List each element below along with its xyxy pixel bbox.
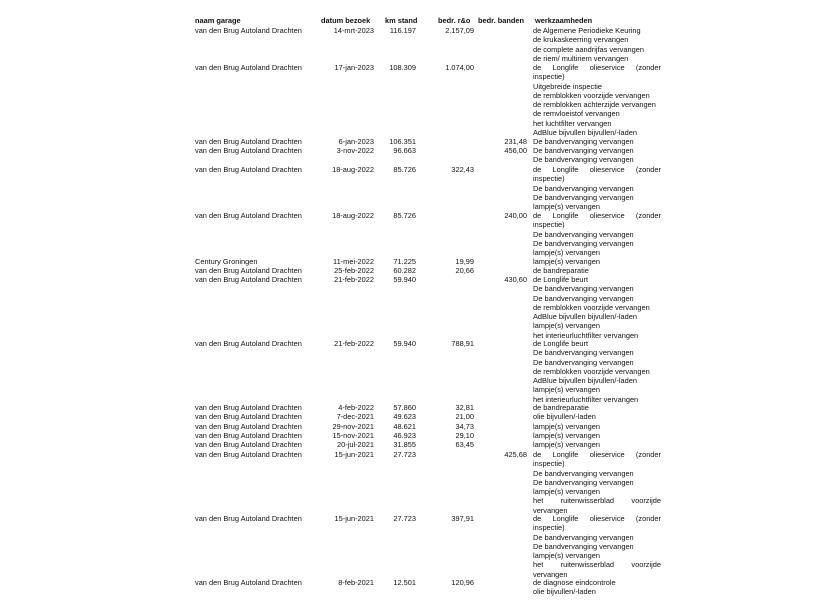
work-list — [533, 431, 661, 440]
work-item: de bandreparatie — [533, 266, 589, 275]
km-reading: 46.923 — [393, 431, 416, 440]
work-item: de Longlife beurt — [533, 275, 589, 284]
km-reading: 85.726 — [393, 165, 416, 174]
visit-date: 6-jan-2023 — [338, 137, 374, 146]
amount-ro: 788,91 — [451, 339, 474, 348]
amount-ro: 21,00 — [455, 412, 474, 421]
amount-ro: 120,96 — [451, 578, 474, 587]
work-item: lampje(s) vervangen — [533, 385, 600, 395]
amount-ro: 2.157,09 — [445, 26, 474, 35]
work-item: de remvloeistof vervangen — [533, 109, 620, 119]
amount-tyres: 231,48 — [504, 137, 527, 146]
garage-name: van den Brug Autoland Drachten — [195, 63, 302, 72]
garage-name: van den Brug Autoland Drachten — [195, 578, 302, 587]
amount-ro: 29,10 — [455, 431, 474, 440]
table-row — [0, 26, 821, 63]
garage-name: van den Brug Autoland Drachten — [195, 403, 302, 412]
table-row — [0, 275, 821, 340]
work-item: lampje(s) vervangen — [533, 202, 600, 212]
work-item: het ruitenwisserblad voorzijde — [533, 560, 661, 570]
work-item: het ruitenwisserblad voorzijde — [533, 496, 661, 506]
table-row — [0, 63, 821, 137]
amount-tyres: 240,00 — [504, 211, 527, 220]
work-item: lampje(s) vervangen — [533, 422, 600, 431]
km-reading: 49.623 — [393, 412, 416, 421]
work-item: lampje(s) vervangen — [533, 551, 600, 561]
work-item: De bandvervanging vervangen — [533, 155, 634, 165]
work-item: de Longlife beurt — [533, 339, 589, 348]
km-reading: 27.723 — [393, 450, 416, 459]
work-item: inspectie) — [533, 220, 565, 230]
amount-ro: 34,73 — [455, 422, 474, 431]
km-reading: 12.501 — [393, 578, 416, 587]
work-list — [533, 63, 661, 137]
work-item: lampje(s) vervangen — [533, 248, 600, 258]
work-item: De bandvervanging vervangen — [533, 468, 634, 478]
work-item: inspectie) — [533, 174, 565, 184]
work-item: AdBlue bijvullen bijvullen/-laden — [533, 128, 637, 138]
work-list — [533, 450, 661, 515]
header-work: werkzaamheden — [535, 16, 593, 25]
work-list — [533, 137, 661, 146]
work-list — [533, 275, 661, 340]
visit-date: 7-dec-2021 — [336, 412, 374, 421]
header-km: km stand — [385, 16, 418, 25]
garage-name: van den Brug Autoland Drachten — [195, 137, 302, 146]
header-garage: naam garage — [195, 16, 241, 25]
table-row — [0, 257, 821, 266]
visit-date: 8-feb-2021 — [338, 578, 374, 587]
amount-ro: 322,43 — [451, 165, 474, 174]
table-row — [0, 266, 821, 275]
work-item: inspectie) — [533, 459, 565, 469]
work-item: De bandvervanging vervangen — [533, 357, 634, 367]
km-reading: 96.663 — [393, 146, 416, 155]
amount-ro: 20,66 — [455, 266, 474, 275]
garage-name: van den Brug Autoland Drachten — [195, 440, 302, 449]
table-row — [0, 412, 821, 421]
work-item: De bandvervanging vervangen — [533, 229, 634, 239]
garage-name: van den Brug Autoland Drachten — [195, 450, 302, 459]
amount-ro: 63,45 — [455, 440, 474, 449]
work-item: De bandvervanging vervangen — [533, 293, 634, 303]
work-item: lampje(s) vervangen — [533, 257, 600, 266]
garage-name: van den Brug Autoland Drachten — [195, 431, 302, 440]
work-item: De bandvervanging vervangen — [533, 137, 634, 146]
visit-date: 11-mei-2022 — [333, 257, 374, 266]
work-item: lampje(s) vervangen — [533, 321, 600, 331]
visit-date: 14-mrt-2023 — [333, 26, 374, 35]
table-row — [0, 403, 821, 412]
km-reading: 71.225 — [393, 257, 416, 266]
table-row — [0, 450, 821, 515]
visit-date: 18-aug-2022 — [332, 165, 374, 174]
km-reading: 31.855 — [393, 440, 416, 449]
work-item: het interieurluchtfilter vervangen — [533, 330, 639, 340]
garage-name: van den Brug Autoland Drachten — [195, 339, 302, 348]
work-list — [533, 412, 661, 421]
km-reading: 85.726 — [393, 211, 416, 220]
garage-name: van den Brug Autoland Drachten — [195, 165, 302, 174]
amount-ro: 397,91 — [451, 514, 474, 523]
visit-date: 3-nov-2022 — [336, 146, 374, 155]
work-list — [533, 422, 661, 431]
table-row — [0, 422, 821, 431]
work-item: olie bijvullen/-laden — [533, 587, 596, 597]
work-item: olie bijvullen/-laden — [533, 412, 596, 421]
work-list — [533, 339, 661, 404]
visit-date: 21-feb-2022 — [334, 339, 374, 348]
work-list — [533, 257, 661, 266]
work-item: de remblokken voorzijde vervangen — [533, 366, 650, 376]
work-item: AdBlue bijvullen bijvullen/-laden — [533, 376, 637, 386]
work-item: vervangen — [533, 569, 568, 579]
work-item: de remblokken voorzijde vervangen — [533, 90, 650, 100]
visit-date: 18-aug-2022 — [332, 211, 374, 220]
garage-name: Century Groningen — [195, 257, 258, 266]
work-item: De bandvervanging vervangen — [533, 284, 634, 294]
visit-date: 15-jun-2021 — [334, 514, 374, 523]
visit-date: 29-nov-2021 — [332, 422, 374, 431]
work-item: inspectie) — [533, 72, 565, 82]
amount-ro: 1.074,00 — [445, 63, 474, 72]
work-item: de krukaskeerring vervangen — [533, 35, 629, 45]
garage-name: van den Brug Autoland Drachten — [195, 146, 302, 155]
km-reading: 116.197 — [389, 26, 416, 35]
table-row — [0, 165, 821, 212]
work-item: De bandvervanging vervangen — [533, 477, 634, 487]
km-reading: 59.940 — [393, 275, 416, 284]
work-list — [533, 578, 661, 597]
work-list — [533, 26, 661, 63]
table-row — [0, 146, 821, 165]
work-list — [533, 211, 661, 257]
work-item: Uitgebreide inspectie — [533, 81, 603, 91]
km-reading: 108.309 — [389, 63, 416, 72]
garage-name: van den Brug Autoland Drachten — [195, 422, 302, 431]
garage-name: van den Brug Autoland Drachten — [195, 412, 302, 421]
garage-name: van den Brug Autoland Drachten — [195, 266, 302, 275]
work-item: de Longlife olieservice (zonder — [533, 514, 661, 523]
amount-ro: 32,81 — [455, 403, 474, 412]
work-item: AdBlue bijvullen bijvullen/-laden — [533, 312, 637, 322]
work-item: lampje(s) vervangen — [533, 440, 600, 449]
header-tyres: bedr. banden — [478, 16, 524, 25]
visit-date: 15-jun-2021 — [334, 450, 374, 459]
work-list — [533, 146, 661, 165]
amount-tyres: 425,68 — [504, 450, 527, 459]
visit-date: 25-feb-2022 — [334, 266, 374, 275]
amount-tyres: 430,60 — [504, 275, 527, 284]
table-row — [0, 440, 821, 449]
work-item: de Algemene Periodieke Keuring — [533, 26, 641, 35]
km-reading: 48.621 — [393, 422, 416, 431]
garage-name: van den Brug Autoland Drachten — [195, 275, 302, 284]
table-row — [0, 431, 821, 440]
work-item: het luchtfilter vervangen — [533, 118, 612, 128]
amount-ro: 19,99 — [455, 257, 474, 266]
work-item: lampje(s) vervangen — [533, 487, 600, 497]
visit-date: 15-nov-2021 — [332, 431, 374, 440]
km-reading: 27.723 — [393, 514, 416, 523]
table-row — [0, 137, 821, 146]
visit-date: 21-feb-2022 — [334, 275, 374, 284]
work-item: de complete aandrijfas vervangen — [533, 44, 644, 54]
work-item: De bandvervanging vervangen — [533, 192, 634, 202]
km-reading: 106.351 — [389, 137, 416, 146]
header-date: datum bezoek — [321, 16, 371, 25]
visit-date: 17-jan-2023 — [334, 63, 374, 72]
work-item: De bandvervanging vervangen — [533, 348, 634, 358]
header-ro: bedr. r&o — [438, 16, 471, 25]
work-item: De bandvervanging vervangen — [533, 238, 634, 248]
work-item: De bandvervanging vervangen — [533, 146, 634, 155]
garage-name: van den Brug Autoland Drachten — [195, 514, 302, 523]
work-item: de remblokken achterzijde vervangen — [533, 100, 656, 110]
work-item: De bandvervanging vervangen — [533, 183, 634, 193]
work-list — [533, 514, 661, 579]
work-item: De bandvervanging vervangen — [533, 541, 634, 551]
work-item: De bandvervanging vervangen — [533, 532, 634, 542]
garage-name: van den Brug Autoland Drachten — [195, 211, 302, 220]
garage-name: van den Brug Autoland Drachten — [195, 26, 302, 35]
work-item: de Longlife olieservice (zonder — [533, 63, 661, 72]
work-item: de remblokken voorzijde vervangen — [533, 302, 650, 312]
visit-date: 20-jul-2021 — [337, 440, 374, 449]
table-row — [0, 514, 821, 579]
table-row — [0, 578, 821, 597]
work-list — [533, 266, 661, 275]
work-item: vervangen — [533, 505, 568, 515]
work-list — [533, 440, 661, 449]
km-reading: 60.282 — [393, 266, 416, 275]
work-item: de Longlife olieservice (zonder — [533, 165, 661, 174]
km-reading: 57.860 — [393, 403, 416, 412]
work-item: de Longlife olieservice (zonder — [533, 450, 661, 459]
km-reading: 59.940 — [393, 339, 416, 348]
amount-tyres: 456,00 — [504, 146, 527, 155]
work-item: de riem/ multiriem vervangen — [533, 53, 629, 63]
table-row — [0, 211, 821, 258]
work-item: de bandreparatie — [533, 403, 589, 412]
work-item: de diagnose eindcontrole — [533, 578, 616, 587]
work-item: lampje(s) vervangen — [533, 431, 600, 440]
work-item: inspectie) — [533, 523, 565, 533]
work-list — [533, 403, 661, 412]
table-row — [0, 339, 821, 404]
visit-date: 4-feb-2022 — [338, 403, 374, 412]
work-item: het interieurluchtfilter vervangen — [533, 394, 639, 404]
work-list — [533, 165, 661, 211]
work-item: de Longlife olieservice (zonder — [533, 211, 661, 220]
